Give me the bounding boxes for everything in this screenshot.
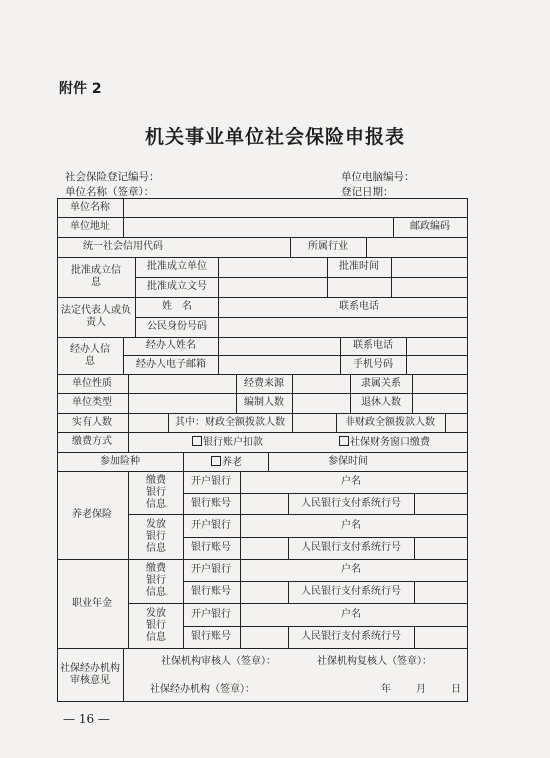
pension-insurance-label: 养老保险 <box>72 509 112 520</box>
page-number: — 16 — <box>63 712 110 726</box>
unit-name-label: 单位名称 <box>70 202 110 213</box>
handler-info-label: 经办人信息 <box>70 344 110 367</box>
reg-no-label: 社会保险登记编号： <box>65 171 160 183</box>
unit-type-label: 单位类型 <box>72 397 112 408</box>
pension-pay-pbc-code-label: 人民银行支付系统行号 <box>301 498 401 509</box>
pension-pay-bank-info-label: 缴费银行信息 <box>146 475 166 510</box>
non-fiscal-full-label: 非财政全额拨款人数 <box>345 417 435 428</box>
pension-issue-open-bank-label: 开户银行 <box>191 520 231 531</box>
pension-checkbox[interactable] <box>211 456 221 466</box>
postal-code-label: 邮政编码 <box>410 221 450 232</box>
retirees-label: 退休人数 <box>361 397 401 408</box>
annuity-issue-pbc-code-label: 人民银行支付系统行号 <box>301 631 401 642</box>
rechecker-label: 社保机构复核人（签章）： <box>317 656 432 667</box>
annuity-issue-account-name-label: 户名 <box>341 609 361 620</box>
attachment-label: 附件 2 <box>59 81 102 97</box>
fiscal-full-label: 其中：财政全额拨款人数 <box>175 417 285 428</box>
annuity-issue-open-bank-label: 开户银行 <box>191 609 231 620</box>
unit-address-label: 单位地址 <box>70 221 110 232</box>
bank-deduction-label: 银行账户扣款 <box>203 437 263 448</box>
annuity-pay-account-name-label: 户名 <box>341 564 361 575</box>
pension-option[interactable] <box>211 456 242 469</box>
payment-method-label: 缴费方式 <box>72 436 112 447</box>
legal-rep-name-label: 姓 名 <box>162 301 192 312</box>
insured-time-label: 参保时间 <box>328 456 368 467</box>
legal-rep-label: 法定代表人或负责人 <box>61 305 131 328</box>
pension-issue-bank-account-label: 银行账号 <box>191 542 231 553</box>
page-title: 机关事业单位社会保险申报表 <box>144 126 405 148</box>
review-section-label: 社保经办机构审核意见 <box>60 663 120 686</box>
legal-rep-phone-label: 联系电话 <box>339 301 379 312</box>
window-payment-option[interactable] <box>339 436 430 449</box>
approval-doc-label: 批准成立文号 <box>147 281 207 292</box>
computer-no-label: 单位电脑编号： <box>341 171 415 183</box>
funding-source-label: 经费来源 <box>244 378 284 389</box>
pension-issue-pbc-code-label: 人民银行支付系统行号 <box>301 542 401 553</box>
reg-date-label: 登记日期： <box>341 186 394 198</box>
industry-label: 所属行业 <box>308 241 348 252</box>
window-payment-checkbox[interactable] <box>339 436 349 446</box>
bank-deduction-option[interactable] <box>192 436 263 449</box>
insured-type-label: 参加险种 <box>100 456 140 467</box>
annuity-pay-bank-account-label: 银行账号 <box>191 586 231 597</box>
unit-nature-label: 单位性质 <box>72 378 112 389</box>
window-payment-label: 社保财务窗口缴费 <box>350 437 430 448</box>
annuity-pay-open-bank-label: 开户银行 <box>191 564 231 575</box>
annuity-pay-pbc-code-label: 人民银行支付系统行号 <box>301 586 401 597</box>
pension-pay-open-bank-label: 开户银行 <box>191 476 231 487</box>
approval-time-label: 批准时间 <box>339 261 379 272</box>
pension-label: 养老 <box>222 457 242 468</box>
id-number-label: 公民身份号码 <box>147 321 207 332</box>
agency-label: 社保经办机构（签章）： <box>150 684 255 695</box>
day-label: 日 <box>451 684 461 695</box>
annuity-pay-bank-info-label: 缴费银行信息 <box>146 563 166 598</box>
approval-unit-label: 批准成立单位 <box>147 261 207 272</box>
credit-code-label: 统一社会信用代码 <box>83 241 163 252</box>
handler-name-label: 经办人姓名 <box>146 340 196 351</box>
annuity-issue-bank-account-label: 银行账号 <box>191 631 231 642</box>
approval-info-label: 批准成立信息 <box>71 265 121 288</box>
pension-pay-account-name-label: 户名 <box>341 476 361 487</box>
occupational-annuity-label: 职业年金 <box>72 598 112 609</box>
affiliation-label: 隶属关系 <box>361 378 401 389</box>
unit-name-sign-label: 单位名称（签章）： <box>65 186 155 198</box>
year-label: 年 <box>381 684 391 695</box>
month-label: 月 <box>416 684 426 695</box>
annuity-issue-bank-info-label: 发放银行信息 <box>146 608 166 643</box>
bank-deduction-checkbox[interactable] <box>192 436 202 446</box>
reviewer-label: 社保机构审核人（签章）： <box>161 656 276 667</box>
pension-pay-bank-account-label: 银行账号 <box>191 498 231 509</box>
handler-email-label: 经办人电子邮箱 <box>136 359 206 370</box>
mobile-label: 手机号码 <box>353 359 393 370</box>
pension-issue-bank-info-label: 发放银行信息 <box>146 519 166 554</box>
handler-phone-label: 联系电话 <box>353 340 393 351</box>
actual-count-label: 实有人数 <box>72 417 112 428</box>
pension-issue-account-name-label: 户名 <box>341 520 361 531</box>
staff-quota-label: 编制人数 <box>244 397 284 408</box>
